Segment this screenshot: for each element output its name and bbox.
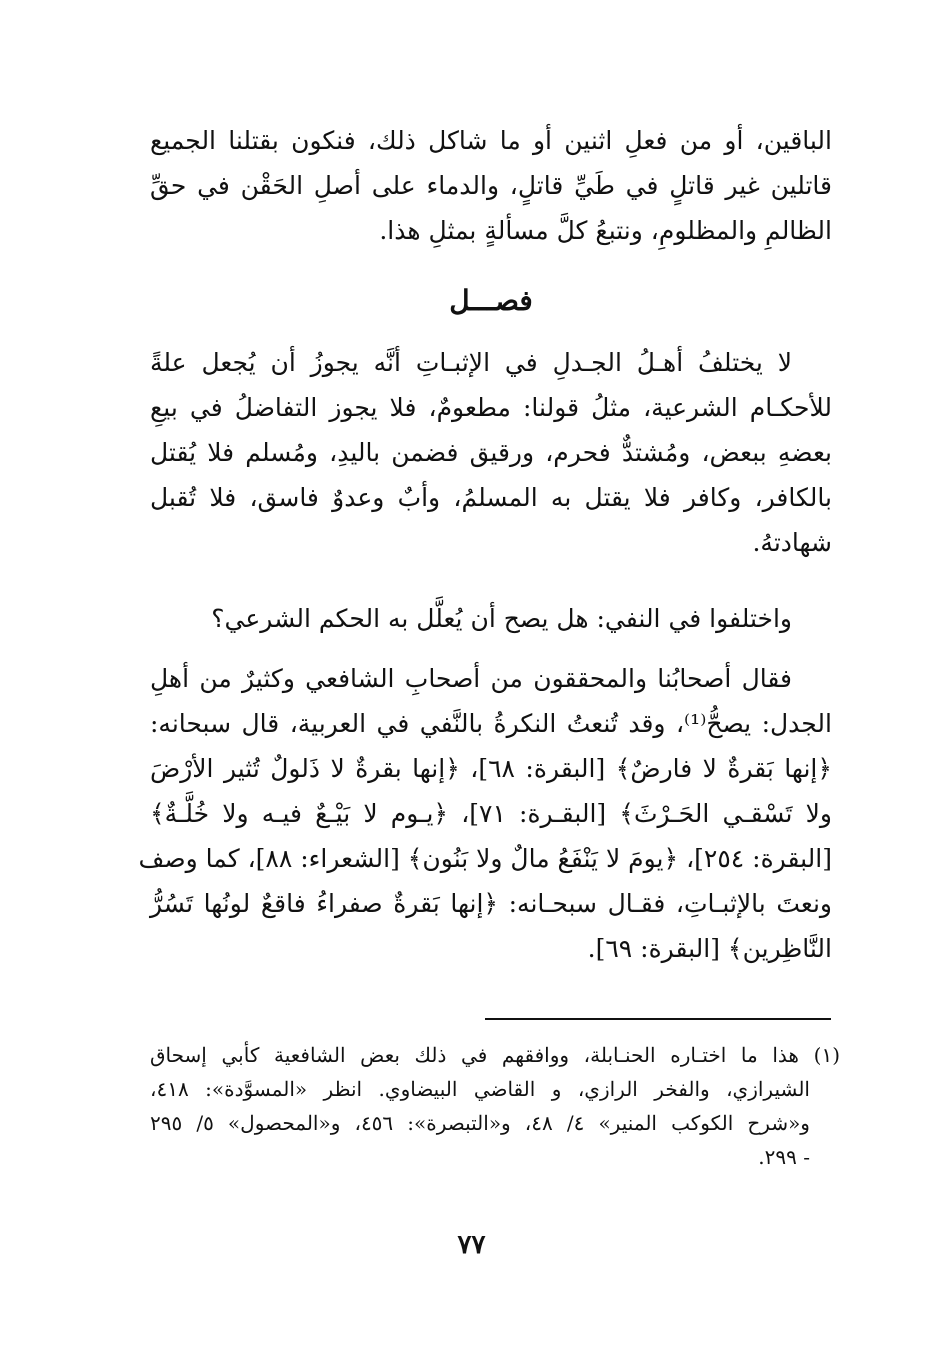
text-line: ولا تَسْقـي الحَـرْثَ﴾ [البقـرة: ٧١]، ﴿يـوم لا بَيْـعٌ فيـه ولا خُلَّـةٌ﴾: [150, 799, 832, 828]
text-line: النَّاظِرين﴾ [البقرة: ٦٩].: [587, 934, 832, 963]
text-line: ونعتَ بالإثبـاتِ، فقـال سبحـانه: ﴿إنها بَقرةٌ صفراءُ فاقعٌ لونُها تَسُرُّ: [150, 889, 832, 918]
text-line: الباقين، أو من فعلِ اثنين أو ما شاكل ذلك، فنكون بقتلنا الجميع: [150, 126, 832, 155]
text-line: فقال أصحابُنا والمحققون من أصحابِ الشافعي وكثيرٌ من أهلِ: [150, 664, 792, 693]
footnote-separator: [485, 1018, 831, 1020]
text-line: الجدل: يصحُّ⁽¹⁾، وقد تُنعتُ النكرةُ بالنَّفي في العربية، قال سبحانه:: [150, 709, 832, 738]
text-line: شهادتهُ.: [752, 528, 832, 557]
text-line: بالكافر، وكافر فلا يقتل به المسلمُ، وأبٌ وعدوٌ فاسق، فلا تُقبل: [150, 483, 832, 512]
footnote-line: (١) هذا ما اختـاره الحنـابلة، ووافقهم في ذلك بعض الشافعية كأبي إسحاق: [150, 1043, 840, 1067]
text-line: [البقرة: ٢٥٤]، ﴿يومَ لا يَنْفَعُ مالٌ ولا بَنُون﴾ [الشعراء: ٨٨]، كما وصف: [138, 844, 832, 873]
footnote: [150, 1038, 840, 1174]
paragraph-3: [150, 596, 832, 641]
text-line: ﴿إنها بَقرةٌ لا فارضٌ﴾ [البقرة: ٦٨]، ﴿إنها بقرةٌ لا ذَلولٌ تُثير الأرْضَ: [150, 754, 832, 783]
text-line: واختلفوا في النفي: هل يصح أن يُعلَّل به الحكم الشرعي؟: [211, 604, 792, 633]
footnote-line: و«شرح الكوكب المنير» ٤/ ٤٨، و«التبصرة»: ٤٥٦، و«المحصول» ٥/ ٢٩٥: [150, 1111, 810, 1135]
paragraph-1: [150, 118, 832, 253]
text-line: لا يختلفُ أهـلُ الجـدلِ في الإثبـاتِ أنَّه يجوزُ أن يُجعل علةً: [150, 348, 792, 377]
paragraph-2: [150, 340, 832, 565]
section-heading: فصـــل: [449, 284, 533, 317]
footnote-line: - ٢٩٩.: [758, 1145, 810, 1169]
footnote-line: الشيرازي، والفخر الرازي، و القاضي البيضاوي. انظر «المسوَّدة»: ٤١٨،: [150, 1077, 810, 1101]
paragraph-4: [138, 656, 832, 971]
text-line: بعضهِ ببعض، ومُشتدٌّ فحرم، ورقيق فضمن باليدِ، ومُسلم فلا يُقتل: [150, 438, 832, 467]
text-line: الظالمِ والمظلومِ، ونتبعُ كلَّ مسألةٍ بمثلِ هذا.: [379, 216, 832, 245]
page-number: ٧٧: [457, 1230, 486, 1260]
text-line: للأحكـام الشرعية، مثلُ قولنا: مطعومٌ، فلا يجوز التفاضلُ في بيعِ: [150, 393, 832, 422]
text-line: قاتلين غير قاتلٍ في طَيِّ قاتلٍ، والدماء على أصلِ الحَقْن في حقِّ: [150, 171, 832, 200]
